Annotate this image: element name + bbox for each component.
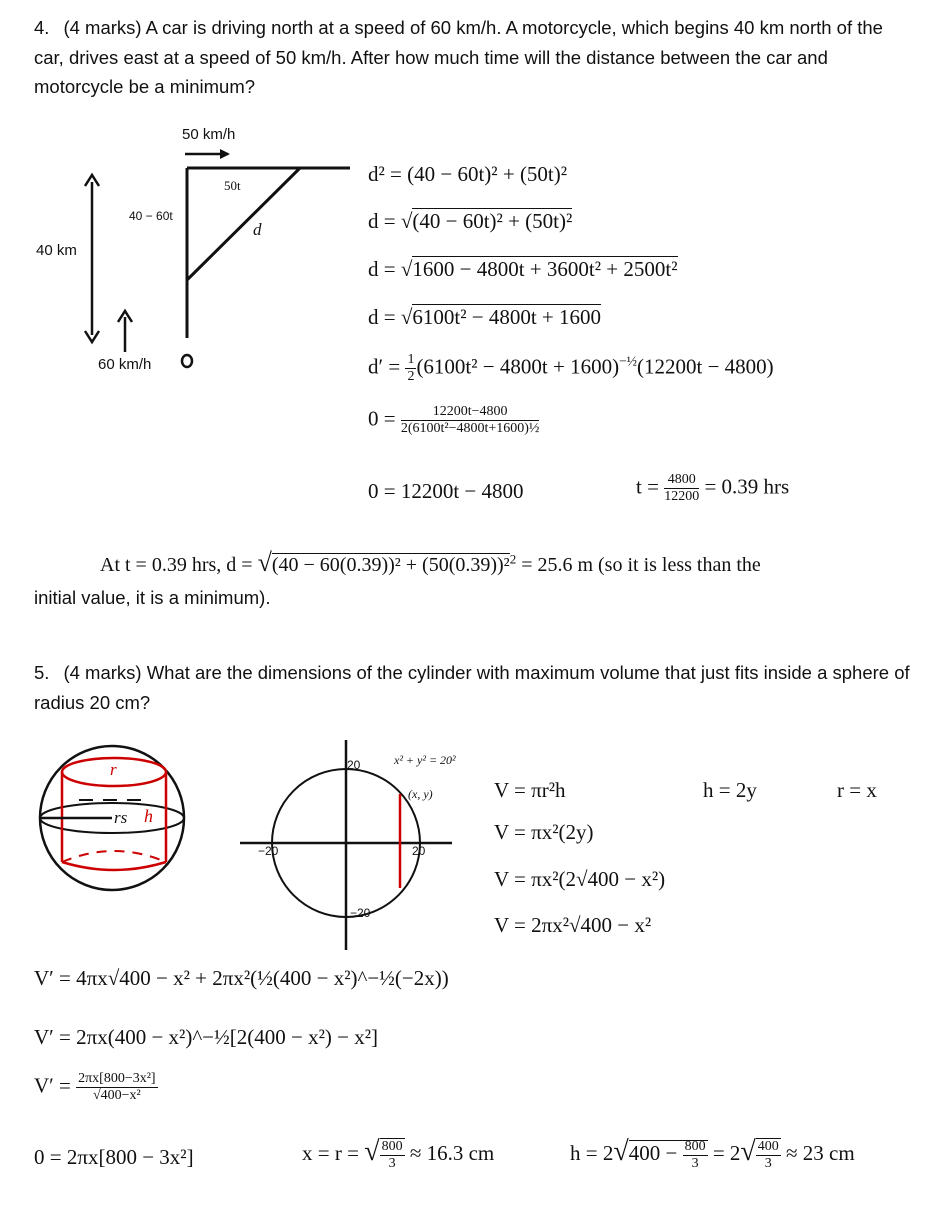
q5-v1: V = πr²h (494, 778, 566, 802)
cylinder-h-label: h (144, 806, 153, 826)
q5-statement (34, 658, 914, 717)
q4-eq2: d = √(40 − 60t)² + (50t)² (368, 209, 573, 233)
q5-dv3: V′ = $\frac{\text{2πx[800−3x²]}}{\text{√400−x²}}$ (34, 1071, 156, 1104)
circle-equation: x² + y² = 20² (394, 753, 456, 767)
tick-top: 20 (347, 758, 361, 772)
speed-east-label: 50 km/h (182, 126, 236, 143)
q4-number: 4. (34, 17, 50, 38)
q5-h-rel: h = 2y (703, 778, 757, 802)
q4-diagram (30, 120, 360, 380)
q4-eq5: d′ = $\frac{1}{2}$ $(6100t^2 - 4800t + 1600)^{-\frac{1}{2}}(12200t - 4800)$ (368, 352, 774, 385)
q5-number: 5. (34, 662, 50, 683)
q4-eq4: d = √6100t² − 4800t + 1600 (368, 305, 602, 329)
q5-h-result: h = 2√400 − $\frac{800}{3}$ = 2√ $\frac{400}{3}$ ≈ 23 cm (570, 1136, 855, 1172)
q4-statement (34, 13, 914, 102)
speed-north-label: 60 km/h (98, 356, 152, 373)
q4-eq3: d = √1600 − 4800t + 3600t² + 2500t² (368, 257, 678, 281)
point-label: (x, y) (408, 787, 433, 801)
tick-left: −20 (258, 844, 279, 858)
q4-final-continued: initial value, it is a minimum). (34, 587, 271, 608)
q5-z1: 0 = 2πx[800 − 3x²] (34, 1145, 194, 1169)
label-d: d (253, 220, 262, 239)
q5-text: (4 marks) What are the dimensions of the cylinder with maximum volume that just fits inside a sphere of radius 20 cm? (34, 662, 910, 713)
q5-x-result: x = r = √ $\frac{800}{3}$ ≈ 16.3 cm (302, 1136, 495, 1172)
distance-line (187, 168, 300, 280)
q5-v3: V = πx²(2√400 − x²) (494, 867, 666, 891)
q5-v4: V = 2πx²√400 − x² (494, 913, 652, 937)
q4-eq1: d² = (40 − 60t)² + (50t)² (368, 162, 568, 186)
sphere-rs-label: rs (114, 808, 128, 827)
q4-eq8: t = $\frac{4800}{12200}$ = 0.39 hrs (636, 472, 790, 505)
label-40km: 40 km (36, 242, 77, 259)
q5-v2: V = πx²(2y) (494, 820, 594, 844)
cylinder-r-label: r (110, 760, 117, 779)
q4-eq6: 0 = $\frac{12200t-4800}{\text{2(6100t²−4800t+1600)½}}$ (368, 404, 540, 437)
q5-r-rel: r = x (837, 778, 877, 802)
label-50t: 50t (224, 178, 241, 193)
tick-bottom: −20 (350, 906, 371, 920)
q4-final: At t = 0.39 hrs, d = √(40 − 60(0.39))² + (50(0.39))²$^2$ = 25.6 m (so it is less than the (100, 548, 761, 577)
tick-right: 20 (412, 844, 426, 858)
q5-dv1: V′ = 4πx√400 − x² + 2πx²(½(400 − x²)^−½(−2x)) (34, 966, 449, 990)
label-40-minus-60t: 40 − 60t (129, 209, 173, 223)
origin-label (181, 352, 195, 373)
q5-dv2: V′ = 2πx(400 − x²)^−½[2(400 − x²) − x²] (34, 1025, 379, 1049)
q4-text: (4 marks) A car is driving north at a speed of 60 km/h. A motorcycle, which begins 40 km north of the car, drives east at a speed of 50 km/h. After how much time will the distance between the car and motorcycle be a minimum? (34, 17, 883, 97)
q4-eq7: 0 = 12200t − 4800 (368, 479, 524, 503)
